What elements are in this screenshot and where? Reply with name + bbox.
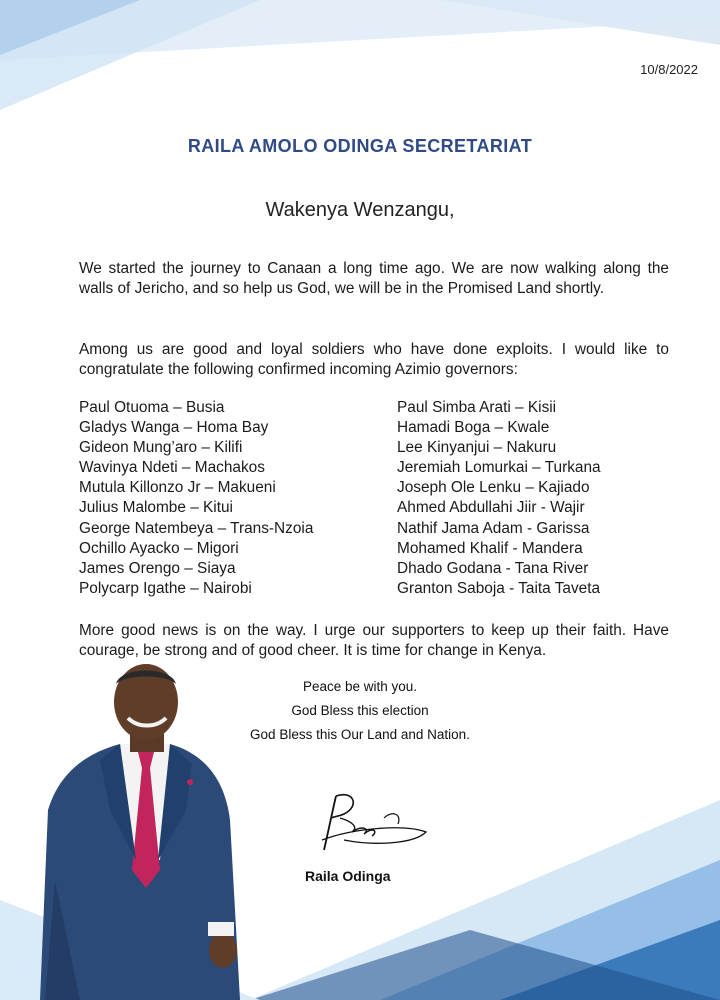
list-item: Hamadi Boga – Kwale — [397, 419, 550, 437]
list-item: James Orengo – Siaya — [79, 559, 236, 577]
closing-line-1: Peace be with you. — [302, 679, 418, 694]
list-item: George Natembeya – Trans-Nzoia — [79, 519, 314, 537]
list-item: Paul Otuoma – Busia — [79, 399, 225, 416]
list-item: Mohamed Khalif - Mandera — [397, 539, 583, 557]
list-item: Mutula Killonzo Jr – Makueni — [79, 479, 276, 497]
list-item: Gladys Wanga – Homa Bay — [79, 419, 269, 437]
list-item: Polycarp Igathe – Nairobi — [79, 579, 252, 597]
list-item: Granton Saboja - Taita Taveta — [397, 579, 601, 597]
governors-list-right — [397, 398, 601, 599]
list-item: Gideon Mung’aro – Kilifi — [79, 439, 243, 457]
signature — [314, 788, 434, 858]
salutation: Wakenya Wenzangu, — [265, 199, 455, 221]
list-item: Ochillo Ayacko – Migori — [79, 539, 239, 557]
paragraph-2: Among us are good and loyal soldiers who have done exploits. I would like to congratulate the following confirmed incoming Azimio governors: — [79, 341, 669, 378]
closing-line-3: God Bless this Our Land and Nation. — [250, 727, 470, 742]
list-item: Jeremiah Lomurkai – Turkana — [397, 459, 601, 477]
signer-name: Raila Odinga — [305, 868, 391, 884]
list-item: Dhado Godana - Tana River — [397, 559, 589, 577]
list-item: Paul Simba Arati – Kisii — [397, 399, 557, 416]
list-item: Joseph Ole Lenku – Kajiado — [397, 479, 590, 497]
list-item: Ahmed Abdullahi Jiir - Wajir — [397, 499, 585, 517]
letter-date: 10/8/2022 — [640, 62, 698, 77]
list-item: Lee Kinyanjui – Nakuru — [397, 439, 557, 457]
paragraph-1: We started the journey to Canaan a long time ago. We are now walking along the walls of Jericho, and so help us God, we will be in the Promised Land shortly. — [79, 260, 669, 297]
closing-line-2: God Bless this election — [291, 703, 429, 718]
list-item: Julius Malombe – Kitui — [79, 499, 233, 517]
list-item: Nathif Jama Adam - Garissa — [397, 519, 590, 537]
organization-title: RAILA AMOLO ODINGA SECRETARIAT — [187, 136, 533, 156]
portrait-photo — [20, 660, 250, 1000]
governors-list-left — [79, 398, 313, 599]
paragraph-3: More good news is on the way. I urge our supporters to keep up their faith. Have courage, be strong and of good cheer. It is time for change in Kenya. — [79, 622, 669, 659]
list-item: Wavinya Ndeti – Machakos — [79, 459, 265, 477]
